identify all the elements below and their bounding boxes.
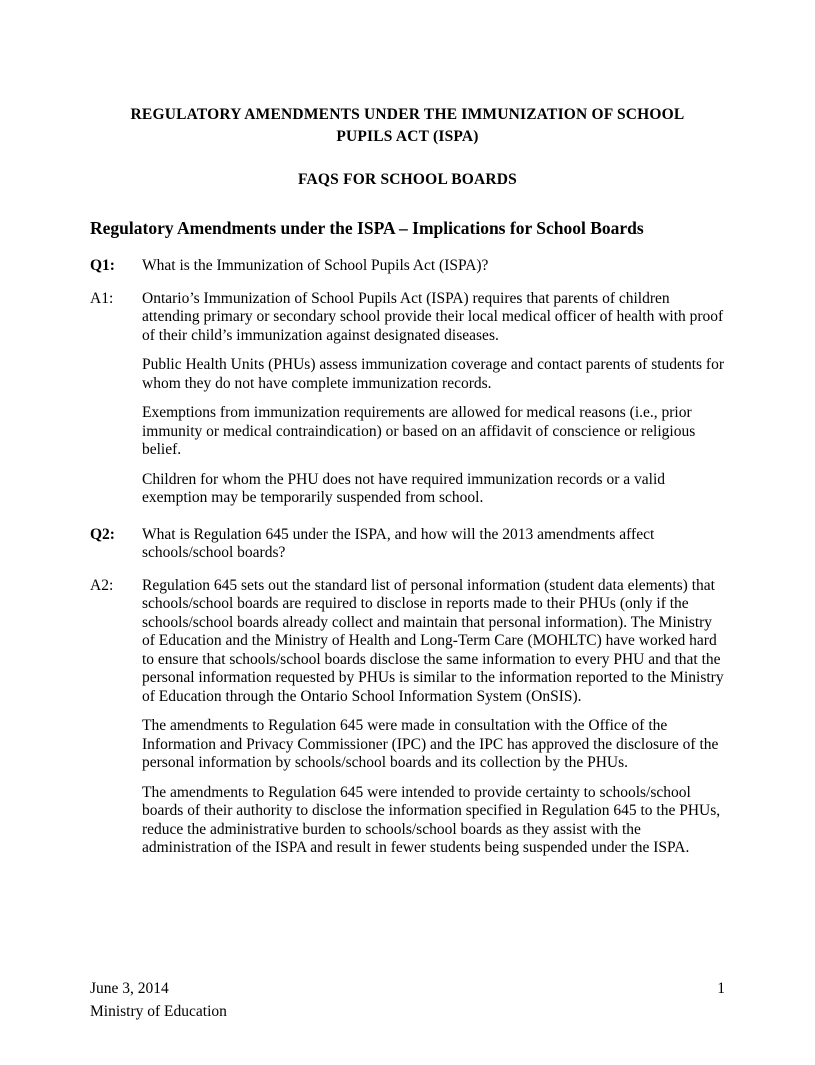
document-title: REGULATORY AMENDMENTS UNDER THE IMMUNIZATION OF SCHOOL PUPILS ACT (ISPA) — [130, 106, 685, 145]
document-subtitle: FAQS FOR SCHOOL BOARDS — [298, 171, 517, 188]
question-text: What is the Immunization of School Pupils Act (ISPA)? — [142, 257, 489, 274]
qa-item-a1 — [90, 290, 725, 519]
answer-paragraph: Exemptions from immunization requirements are allowed for medical reasons (i.e., prior immunity or medical contraindication) or based on an affidavit of conscience or religious belief. — [142, 404, 696, 458]
page-footer — [90, 977, 725, 1023]
section-heading: Regulatory Amendments under the ISPA – Implications for School Boards — [90, 218, 644, 238]
qa-item-q1 — [90, 257, 725, 290]
question-body — [142, 257, 725, 290]
footer-organization: Ministry of Education — [90, 1003, 227, 1020]
answer-paragraph: Ontario’s Immunization of School Pupils Act (ISPA) requires that parents of children attending primary or secondary school provide their local medical officer of health with proof of their child’s immunization against designated diseases. — [142, 289, 724, 344]
page-number: 1 — [717, 980, 725, 997]
answer-body — [142, 290, 725, 519]
qa-item-q2 — [90, 526, 725, 577]
qa-item-a2 — [90, 577, 725, 869]
footer-left — [90, 977, 227, 1023]
answer-label: A2: — [90, 576, 114, 594]
answer-body — [142, 577, 725, 869]
question-text: What is Regulation 645 under the ISPA, and how will the 2013 amendments affect schools/school boards? — [142, 525, 655, 561]
footer-date: June 3, 2014 — [90, 980, 169, 997]
question-label: Q1: — [90, 257, 115, 274]
answer-paragraph: The amendments to Regulation 645 were intended to provide certainty to schools/school boards of their authority to disclose the information specified in Regulation 645 to the PHUs, reduce the administrative burden to schools/school boards as they assist with the administration of the ISPA and result in fewer students being suspended under the ISPA. — [142, 783, 721, 856]
qa-list — [90, 257, 725, 869]
answer-paragraph: Public Health Units (PHUs) assess immunization coverage and contact parents of students for whom they do not have complete immunization records. — [142, 356, 724, 392]
answer-label: A1: — [90, 289, 114, 307]
answer-paragraph: Regulation 645 sets out the standard list of personal information (student data elements) that schools/school boards are required to disclose in reports made to their PHUs (only if the schools/school boards already collect and maintain that personal information). The Ministry of Education and the Ministry of Health and Long-Term Care (MOHLTC) have worked hard to ensure that schools/school boards disclose the same information to every PHU and that the personal information requested by PHUs is similar to the information reported to the Ministry of Education through the Ontario School Information System (OnSIS). — [142, 576, 724, 705]
question-body — [142, 526, 725, 577]
question-label: Q2: — [90, 525, 115, 543]
answer-paragraph: The amendments to Regulation 645 were made in consultation with the Office of the Information and Privacy Commissioner (IPC) and the IPC has approved the disclosure of the personal information by schools/school boards and its collection by the PHUs. — [142, 717, 719, 771]
answer-paragraph: Children for whom the PHU does not have required immunization records or a valid exemption may be temporarily suspended from school. — [142, 470, 665, 506]
